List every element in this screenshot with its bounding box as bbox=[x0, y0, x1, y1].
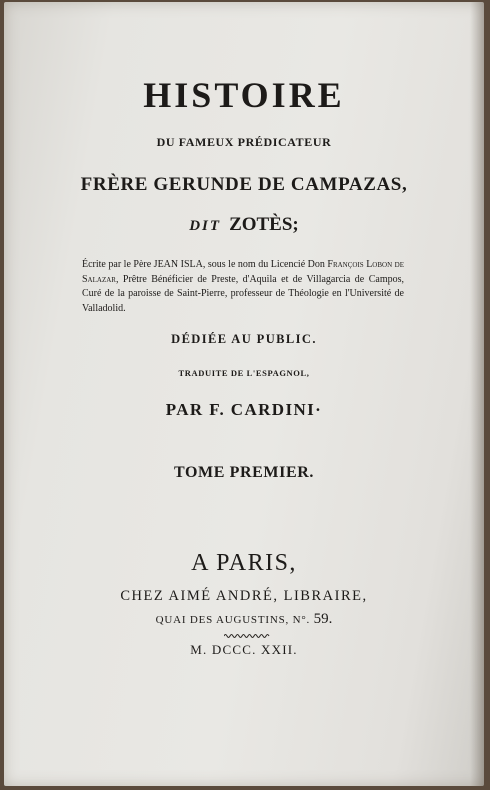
translator: PAR F. CARDINI· bbox=[165, 400, 323, 419]
ornament-rule-icon bbox=[224, 633, 270, 639]
volume: TOME PREMIER. bbox=[174, 464, 314, 481]
page-shadow bbox=[470, 2, 484, 786]
subtitle-name: FRÈRE GERUNDE DE CAMPAZAS, bbox=[80, 174, 408, 195]
imprint-publisher: CHEZ AIMÉ ANDRÉ, LIBRAIRE, bbox=[120, 588, 368, 604]
subtitle-alias bbox=[4, 214, 484, 236]
street-number: 59. bbox=[313, 611, 333, 627]
translation-note: TRADUITE DE L'ESPAGNOL, bbox=[178, 368, 310, 378]
subtitle-preacher: DU FAMEUX PRÉDICATEUR bbox=[156, 135, 332, 149]
title-page bbox=[4, 2, 484, 786]
dedication: DÉDIÉE AU PUBLIC. bbox=[171, 332, 317, 346]
imprint-address bbox=[4, 611, 484, 628]
authorship-pseudonym: François Lobon de Salazar bbox=[82, 259, 404, 285]
authorship-part-3: , Prêtre Bénéficier de Preste, d'Aquila et de Villagarcia de Campos, Curé de la paroisse de Saint-Pierre, professeur de Théologie en l'Université de Valladolid. bbox=[82, 273, 404, 314]
alias-prefix: DIT bbox=[189, 218, 222, 234]
authorship-part-1: Écrite par le Père JEAN ISLA, sous le nom du Licencié Don bbox=[82, 259, 325, 270]
main-title: HISTOIRE bbox=[143, 75, 345, 115]
address-text: QUAI DES AUGUSTINS, N°. bbox=[155, 614, 311, 626]
imprint-city: A PARIS, bbox=[191, 550, 297, 576]
imprint-year: M. DCCC. XXII. bbox=[190, 642, 298, 657]
alias-name: ZOTÈS; bbox=[229, 214, 299, 235]
authorship-paragraph bbox=[82, 258, 404, 316]
